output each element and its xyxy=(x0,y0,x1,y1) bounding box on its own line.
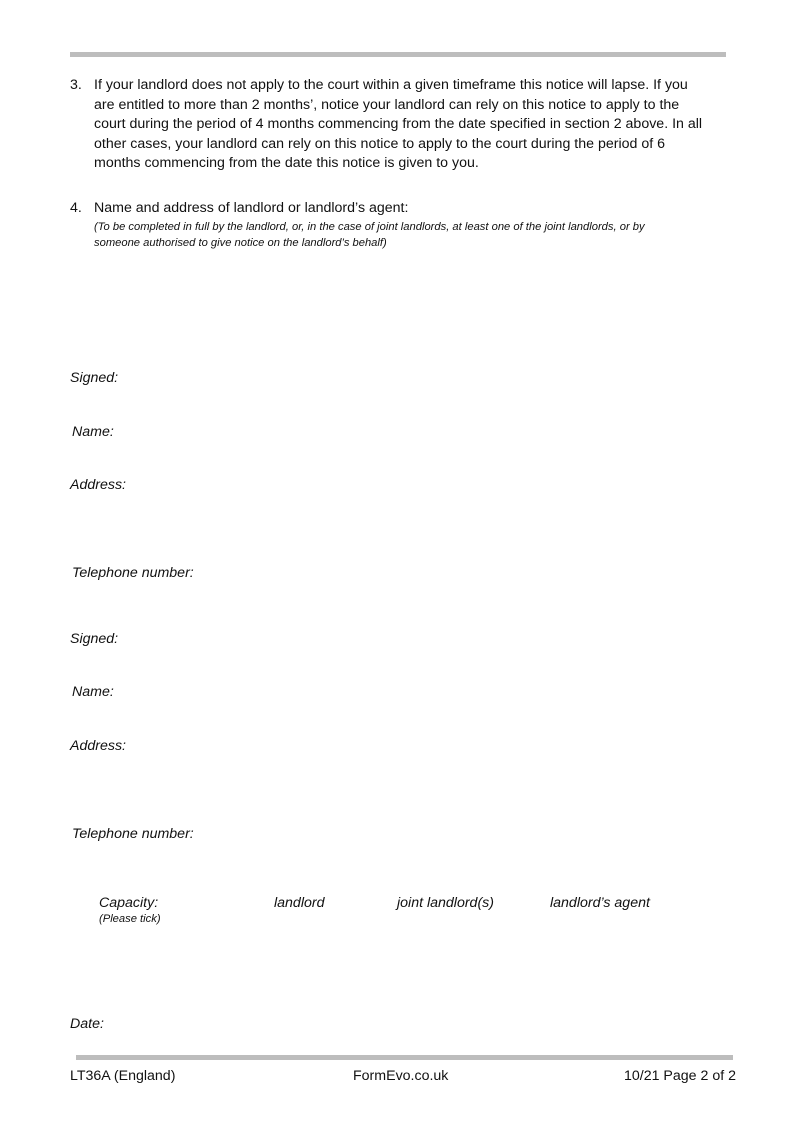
capacity-option-landlords-agent[interactable]: landlord’s agent xyxy=(550,895,650,911)
footer-page-number: 10/21 Page 2 of 2 xyxy=(623,1068,736,1084)
footer-site: FormEvo.co.uk xyxy=(353,1068,449,1084)
section-3-line: months commencing from the date this notice is given to you. xyxy=(94,155,479,172)
section-4-title: Name and address of landlord or landlord’s agent: xyxy=(94,200,409,216)
signed-label-2: Signed: xyxy=(70,631,119,647)
telephone-label-1: Telephone number: xyxy=(72,565,194,581)
capacity-option-landlord[interactable]: landlord xyxy=(274,895,325,911)
address-label-1: Address: xyxy=(70,477,126,493)
section-4 xyxy=(70,199,740,252)
name-label-1: Name: xyxy=(72,424,114,440)
telephone-label-2: Telephone number: xyxy=(72,826,194,842)
section-3-line: other cases, your landlord can rely on this notice to apply to the court during the period of 6 xyxy=(94,135,665,152)
capacity-label: Capacity: xyxy=(99,895,159,911)
signed-label-1: Signed: xyxy=(70,370,119,386)
section-3-line: are entitled to more than 2 months’, notice your landlord can rely on this notice to apply to the xyxy=(94,96,680,113)
section-4-note: (To be completed in full by the landlord, or, in the case of joint landlords, at least one of the joint landlords, or by someone authorised to give notice on the landlord’s behalf) xyxy=(94,220,645,250)
bottom-divider xyxy=(76,1055,733,1060)
section-4-number: 4. xyxy=(70,200,82,216)
date-label: Date: xyxy=(70,1016,104,1032)
section-3-number: 3. xyxy=(70,77,82,93)
section-3-text xyxy=(94,76,740,174)
section-3-line: court during the period of 4 months commencing from the date specified in section 2 above. In all xyxy=(94,116,703,133)
capacity-option-joint-landlords[interactable]: joint landlord(s) xyxy=(397,895,494,911)
name-label-2: Name: xyxy=(72,684,114,700)
footer-form-code: LT36A (England) xyxy=(70,1068,176,1084)
section-3-line: If your landlord does not apply to the court within a given timeframe this notice will lapse. If you xyxy=(94,77,688,93)
capacity-tick-note: (Please tick) xyxy=(99,913,161,925)
top-divider xyxy=(70,52,726,57)
address-label-2: Address: xyxy=(70,738,126,754)
section-3 xyxy=(70,76,740,174)
